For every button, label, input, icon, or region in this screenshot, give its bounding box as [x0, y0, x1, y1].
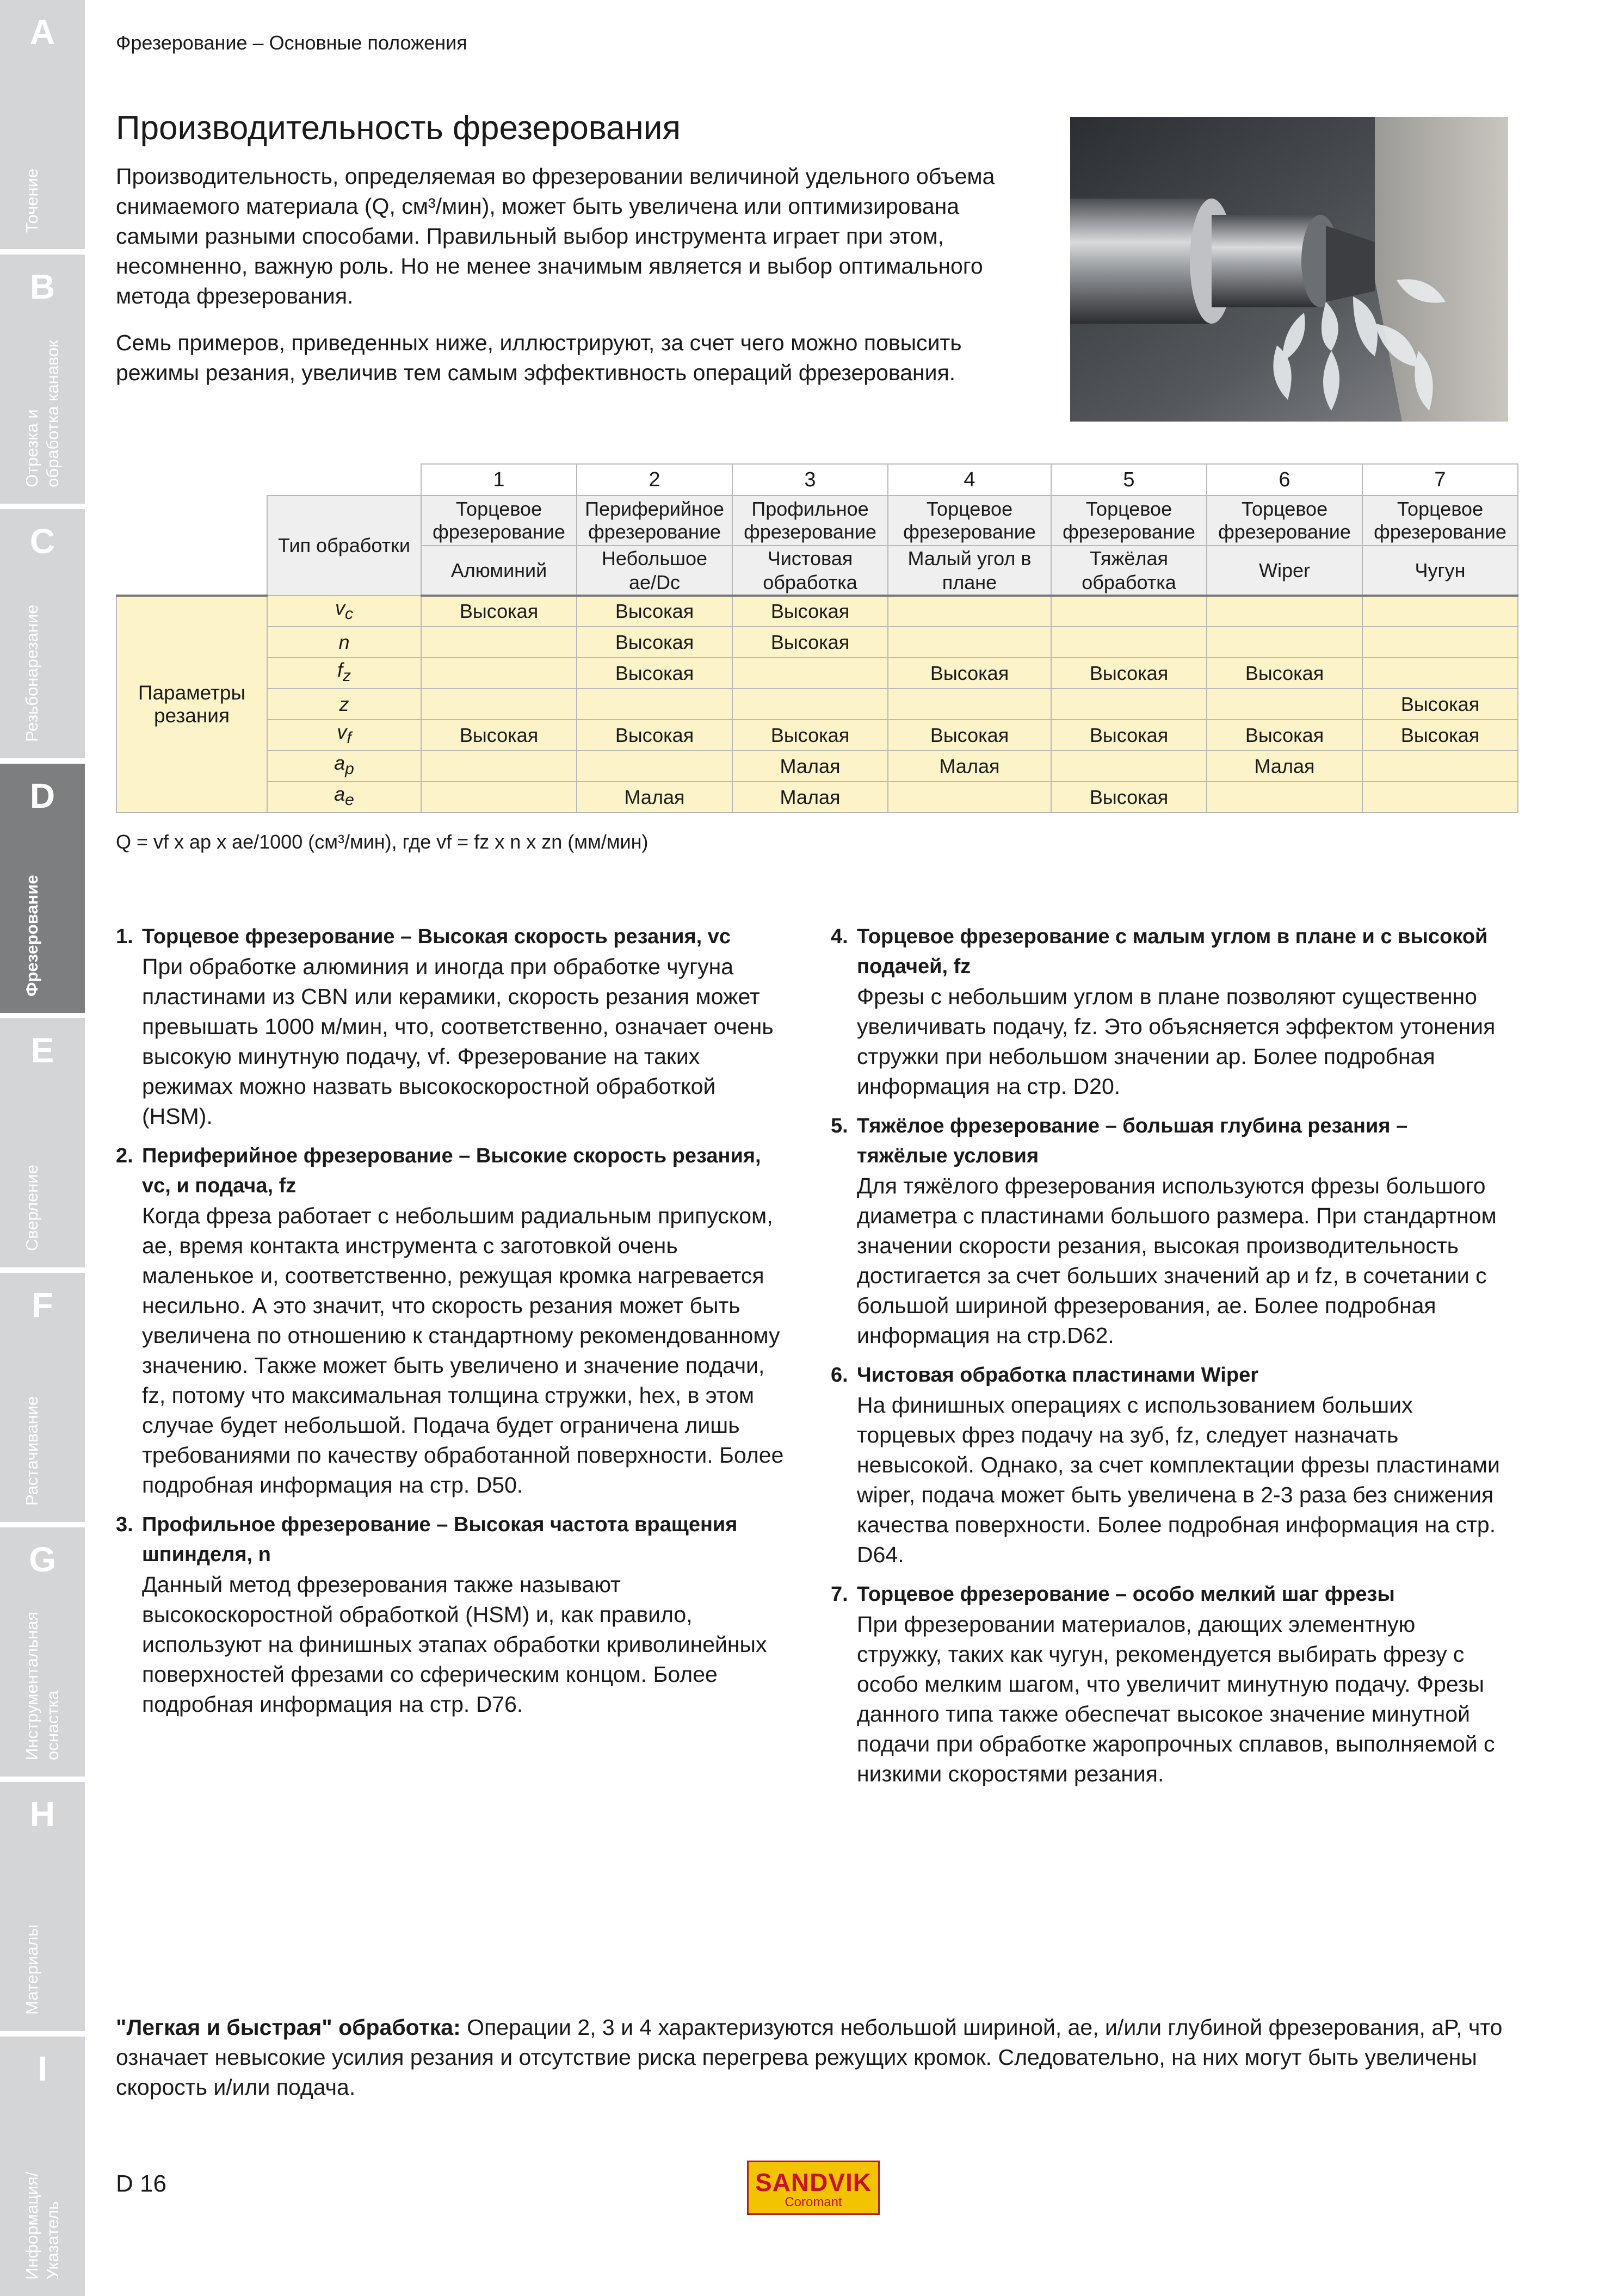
table-cell	[421, 689, 577, 720]
item-number: 1.	[116, 925, 133, 948]
table-cell: Высокая	[1051, 720, 1207, 751]
parameters-body	[116, 596, 1518, 813]
productivity-formula: Q = vf x ap x ae/1000 (см³/мин), где vf = fz x n x zn (мм/мин)	[116, 831, 649, 853]
sidebar-section-c[interactable]	[0, 509, 85, 758]
sidebar-label-text: Растачивание	[22, 1396, 41, 1506]
machining-subtype: Алюминий	[421, 546, 577, 596]
logo-line-2: Coromant	[785, 2195, 842, 2210]
parameter-symbol: $v_c$	[267, 596, 421, 627]
machining-type: Профильное фрезерование	[732, 496, 888, 546]
sidebar-label	[22, 1819, 65, 2015]
table-cell: Высокая	[1362, 689, 1518, 720]
sidebar-separator	[0, 1777, 85, 1782]
running-title: Фрезерование – Основные положения	[116, 32, 467, 54]
note-lead: "Легкая и быстрая" обработка:	[116, 2015, 461, 2040]
parameter-symbol: $a_e$	[267, 782, 421, 813]
sidebar-letter: G	[29, 1540, 56, 1579]
parameters-table	[116, 463, 1518, 813]
table-row	[116, 689, 1518, 720]
item-number: 3.	[116, 1513, 133, 1536]
machining-subtype: Тяжёлая обработка	[1051, 546, 1207, 596]
table-cell	[888, 782, 1051, 813]
sidebar-label	[22, 292, 65, 487]
right-column	[831, 922, 1500, 1799]
logo-line-1: SANDVIK	[755, 2168, 872, 2196]
sidebar-label	[22, 546, 65, 742]
milling-cutter-image	[1070, 117, 1508, 422]
table-cell: Малая	[1207, 751, 1362, 782]
method-item	[831, 1111, 1500, 1351]
table-cell: Высокая	[1207, 720, 1362, 751]
machining-subtype: Небольшое ae/Dc	[577, 546, 732, 596]
sidebar-separator	[0, 1522, 85, 1527]
table-spacer	[116, 496, 267, 546]
column-number: 7	[1362, 464, 1518, 496]
table-cell: Высокая	[577, 596, 732, 627]
table-cell: Высокая	[888, 720, 1051, 751]
item-body: Данный метод фрезерования также называют высокоскоростной обработкой (HSM) и, как правило, используют на финишных этапах обработки криволинейных поверхностей фрезами со сферическим концом. Более подробная информация на стр. D76.	[142, 1572, 767, 1717]
sidebar-label	[22, 801, 65, 997]
table-cell: Высокая	[421, 596, 577, 627]
item-heading: Периферийное фрезерование – Высокие скорость резания, vc, и подача, fz	[142, 1144, 761, 1197]
table-cell: Высокая	[1051, 782, 1207, 813]
table-row	[116, 751, 1518, 782]
machining-subtype: Чугун	[1362, 546, 1518, 596]
sidebar-label-text: Материалы	[22, 1924, 41, 2015]
sidebar-letter: D	[29, 776, 55, 815]
column-number: 5	[1051, 464, 1207, 496]
note-text: Операции 2, 3 и 4 характеризуются небольшой шириной, ae, и/или глубиной фрезерования, aP, что означает невысокие усилия резания и отсутствие риска перегрева режущих кромок. Следовательно, на них могут быть увеличены скорость и/или подача.	[116, 2015, 1503, 2100]
item-body: Фрезы с небольшим углом в плане позволяют существенно увеличивать подачу, fz. Это объясняется эффектом утонения стружки при небольшом значении ap. Более подробная информация на стр. D20.	[857, 984, 1496, 1099]
sidebar-label-text: Фрезерование	[22, 875, 41, 997]
sidebar-label	[22, 1310, 65, 1506]
table-cell: Высокая	[1362, 720, 1518, 751]
table-cell: Высокая	[577, 627, 732, 658]
sidebar-section-i[interactable]	[0, 2037, 85, 2296]
machining-subtype: Малый угол в плане	[888, 546, 1051, 596]
table-spacer	[267, 464, 421, 496]
machining-subtype: Чистовая обработка	[732, 546, 888, 596]
parameters-label: Параметры резания	[116, 596, 267, 813]
light-fast-note	[116, 2013, 1509, 2102]
sidebar-letter: I	[38, 2049, 47, 2088]
sidebar-separator	[0, 1267, 85, 1273]
parameter-symbol: n	[267, 627, 421, 658]
method-item	[116, 1141, 785, 1500]
sidebar-section-h[interactable]	[0, 1782, 85, 2031]
sidebar-label	[22, 37, 65, 233]
table-cell: Малая	[577, 782, 732, 813]
machining-type: Торцевое фрезерование	[1051, 496, 1207, 546]
method-item	[831, 922, 1500, 1101]
sidebar-label-text: Информация/ Указатель	[22, 2171, 62, 2280]
table-cell	[1051, 689, 1207, 720]
sidebar-separator	[0, 1013, 85, 1018]
sandvik-logo	[747, 2161, 880, 2215]
table-cell: Высокая	[421, 720, 577, 751]
sidebar-section-b[interactable]	[0, 255, 85, 504]
sidebar-separator	[0, 504, 85, 509]
item-body: На финишных операциях с использованием больших торцевых фрез подачу на зуб, fz, следует назначать невысокой. Однако, за счет комплектации фрезы пластинами wiper, подача может быть увеличена в 2-3 раза без снижения качества поверхности. Более подробная информация на стр. D64.	[857, 1393, 1500, 1567]
table-row	[116, 720, 1518, 751]
column-number: 1	[421, 464, 577, 496]
intro-paragraph-2: Семь примеров, приведенных ниже, иллюстрируют, за счет чего можно повысить режимы резания, увеличив тем самым эффективность операций фрезерования.	[116, 330, 962, 385]
table-cell	[1362, 596, 1518, 627]
machining-subtype: Wiper	[1207, 546, 1362, 596]
item-heading: Тяжёлое фрезерование – большая глубина резания – тяжёлые условия	[857, 1115, 1408, 1167]
parameter-symbol: $v_f$	[267, 720, 421, 751]
sidebar-label	[22, 1055, 65, 1251]
table-cell	[1207, 782, 1362, 813]
machining-type: Торцевое фрезерование	[888, 496, 1051, 546]
table-cell	[421, 658, 577, 689]
method-item	[116, 922, 785, 1131]
table-cell	[1207, 689, 1362, 720]
sidebar-label-text: Резьбонарезание	[22, 604, 41, 742]
table-row	[116, 627, 1518, 658]
sidebar-separator	[0, 758, 85, 764]
item-number: 5.	[831, 1115, 848, 1137]
table-cell	[421, 627, 577, 658]
table-cell	[577, 751, 732, 782]
table-cell	[1362, 782, 1518, 813]
sidebar-label-text: Отрезка и обработка канавок	[22, 340, 62, 487]
sidebar-letter: C	[29, 522, 55, 561]
table-cell	[1051, 751, 1207, 782]
machining-type: Торцевое фрезерование	[421, 496, 577, 546]
table-cell	[1051, 627, 1207, 658]
item-heading: Чистовая обработка пластинами Wiper	[857, 1364, 1258, 1387]
table-cell	[421, 782, 577, 813]
column-number: 6	[1207, 464, 1362, 496]
sidebar-label-text: Инструментальная оснастка	[22, 1611, 62, 1760]
sidebar-letter: E	[30, 1031, 54, 1070]
milling-cutter-photo	[1070, 117, 1508, 422]
table-cell	[888, 627, 1051, 658]
sidebar-letter: B	[29, 267, 55, 306]
table-cell	[732, 658, 888, 689]
item-body: Для тяжёлого фрезерования используются фрезы большого диаметра с пластинами большого размера. При стандартном значении скорости резания, высокая производительность достигается за счет больших значений ap и fz, в сочетании с большой шириной фрезерования, ae. Более подробная информация на стр.D62.	[857, 1173, 1497, 1348]
table-spacer	[116, 464, 267, 496]
table-cell: Высокая	[1207, 658, 1362, 689]
table-cell: Высокая	[577, 658, 732, 689]
table-cell: Высокая	[1051, 658, 1207, 689]
machining-type: Периферийное фрезерование	[577, 496, 732, 546]
left-column	[116, 922, 785, 1729]
table-cell: Высокая	[732, 720, 888, 751]
table-row	[116, 596, 1518, 627]
table-cell: Высокая	[577, 720, 732, 751]
sidebar-label	[22, 1564, 65, 1760]
table-cell	[888, 596, 1051, 627]
table-cell	[888, 689, 1051, 720]
item-number: 6.	[831, 1364, 848, 1387]
table-row	[116, 658, 1518, 689]
table-cell: Высокая	[732, 596, 888, 627]
method-item	[831, 1360, 1500, 1570]
item-heading: Торцевое фрезерование с малым углом в плане и с высокой подачей, fz	[857, 925, 1488, 978]
sidebar-label-text: Сверление	[22, 1165, 41, 1251]
item-heading: Торцевое фрезерование – особо мелкий шаг фрезы	[857, 1583, 1395, 1606]
machining-type: Торцевое фрезерование	[1207, 496, 1362, 546]
sidebar-section-e[interactable]	[0, 1018, 85, 1267]
table-cell	[732, 689, 888, 720]
column-number: 2	[577, 464, 732, 496]
table-cell	[1362, 751, 1518, 782]
item-heading: Профильное фрезерование – Высокая частота вращения шпинделя, n	[142, 1513, 738, 1566]
sidebar-letter: H	[29, 1794, 55, 1834]
table-cell	[577, 689, 732, 720]
column-number: 4	[888, 464, 1051, 496]
table-cell: Малая	[888, 751, 1051, 782]
method-item	[831, 1580, 1500, 1789]
table-cell	[1362, 627, 1518, 658]
column-number: 3	[732, 464, 888, 496]
item-body: При обработке алюминия и иногда при обработке чугуна пластинами из CBN или керамики, скорость резания может превышать 1000 м/мин, что, соответственно, означает очень высокую минутную подачу, vf. Фрезерование на таких режимах можно назвать высокоскоростной обработкой (HSM).	[142, 954, 774, 1129]
parameter-symbol: z	[267, 689, 421, 720]
sidebar-separator	[0, 249, 85, 255]
sidebar-label-text: Точение	[22, 168, 41, 233]
table-cell	[1207, 627, 1362, 658]
section-sidebar	[0, 0, 85, 2296]
table-cell: Малая	[732, 782, 888, 813]
table-spacer	[116, 546, 267, 596]
sidebar-separator	[0, 2031, 85, 2037]
item-heading: Торцевое фрезерование – Высокая скорость резания, vc	[142, 925, 731, 948]
table-cell	[1051, 596, 1207, 627]
type-label: Тип обработки	[267, 496, 421, 596]
table-cell: Высокая	[732, 627, 888, 658]
sidebar-section-a[interactable]	[0, 0, 85, 249]
parameter-symbol: $a_p$	[267, 751, 421, 782]
sidebar-section-f[interactable]	[0, 1273, 85, 1522]
sidebar-section-d[interactable]	[0, 764, 85, 1013]
item-body: Когда фреза работает с небольшим радиальным припуском, ae, время контакта инструмента с заготовкой очень маленькое и, соответственно, режущая кромка нагревается несильно. А это значит, что скорость резания может быть увеличена по отношению к стандартному рекомендованному значению. Также может быть увеличено и значение подачи, fz, потому что максимальная толщина стружки, hex, в этом случае будет небольшой. Подача будет ограничена лишь требованиями по качеству обработанной поверхности. Более подробная информация на стр. D50.	[142, 1203, 784, 1497]
sidebar-letter: A	[29, 13, 55, 52]
item-body: При фрезеровании материалов, дающих элементную стружку, таких как чугун, рекомендуется выбирать фрезу с особо мелким шагом, что увеличит минутную подачу. Фрезы данного типа также обеспечат высокое значение минутной подачи при обработке жаропрочных сплавов, выполняемой с низкими скоростями резания.	[857, 1612, 1495, 1786]
table-cell: Малая	[732, 751, 888, 782]
sidebar-section-g[interactable]	[0, 1527, 85, 1777]
table-cell	[1362, 658, 1518, 689]
machining-type: Торцевое фрезерование	[1362, 496, 1518, 546]
item-number: 7.	[831, 1583, 848, 1606]
item-number: 2.	[116, 1144, 133, 1167]
item-number: 4.	[831, 925, 848, 948]
table-cell	[1207, 596, 1362, 627]
intro-paragraph-1: Производительность, определяемая во фрезеровании величиной удельного объема снимаемого материала (Q, см³/мин), может быть увеличена или оптимизирована самыми разными способами. Правильный выбор инструмента играет при этом, несомненно, важную роль. Но не менее значимым является и выбор оптимального метода фрезерования.	[116, 164, 995, 308]
sidebar-letter: F	[32, 1285, 53, 1325]
table-cell	[421, 751, 577, 782]
page-number: D 16	[116, 2170, 166, 2197]
sidebar-label	[22, 2084, 65, 2280]
table-cell: Высокая	[888, 658, 1051, 689]
table-row	[116, 782, 1518, 813]
method-item	[116, 1510, 785, 1719]
parameter-symbol: $f_z$	[267, 658, 421, 689]
page-title: Производительность фрезерования	[116, 109, 681, 147]
